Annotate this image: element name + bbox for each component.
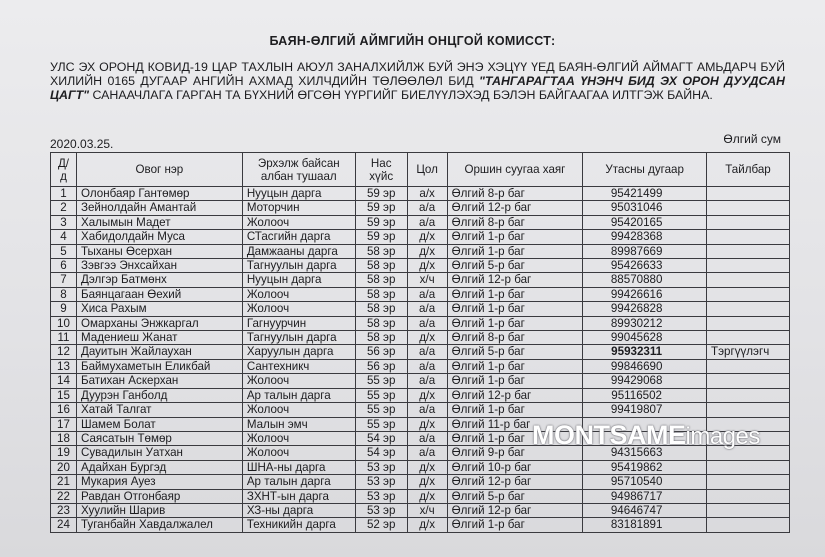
person-name: Омарханы Энжкаргал xyxy=(76,316,242,330)
job-position: Тагнуулын дарга xyxy=(242,259,355,273)
phone-number: 83181891 xyxy=(583,518,707,532)
row-number: 8 xyxy=(51,287,77,301)
table-row xyxy=(51,316,790,330)
row-number: 6 xyxy=(51,259,77,273)
rank: а/а xyxy=(407,287,447,301)
address: Өлгий 1-р баг xyxy=(447,230,583,244)
rank: а/а xyxy=(407,431,447,445)
note xyxy=(707,518,790,532)
rank: д/х xyxy=(407,244,447,258)
table-row xyxy=(51,518,790,532)
phone-number: 95710540 xyxy=(583,475,707,489)
person-name: Дауитын Жайлаухан xyxy=(76,345,242,359)
row-number: 11 xyxy=(51,331,77,345)
job-position: Тагнуулын дарга xyxy=(242,331,355,345)
intro-text-1: УЛС ЭХ ОРОНД КОВИД-19 ЦАР ТАХЛЫН АЮУЛ ЗАНАЛХИЙЛЖ БУЙ ЭНЭ ХЭЦҮҮ ҮЕД БАЯН-ӨЛГИЙ АЙМАГТ АМЬДАРЧ БУЙ ХИЛИЙН 0165 ДУГААР АНГИЙН АХМАД ХИЛЧДИЙН ТӨЛӨӨЛӨЛ БИД xyxy=(50,60,785,88)
rank: д/х xyxy=(407,518,447,532)
age-gender: 53 эр xyxy=(355,503,407,517)
rank: д/х xyxy=(407,331,447,345)
job-position: Моторчин xyxy=(242,201,355,215)
row-number: 10 xyxy=(51,316,77,330)
table-row xyxy=(51,230,790,244)
note xyxy=(707,187,790,201)
age-gender: 54 эр xyxy=(355,446,407,460)
person-name: Батихан Аскерхан xyxy=(76,374,242,388)
rank: д/х xyxy=(407,259,447,273)
person-name: Хиса Рахым xyxy=(76,302,242,316)
phone-number: 94646747 xyxy=(583,503,707,517)
column-header: Цол xyxy=(407,153,447,187)
column-header: Овог нэр xyxy=(76,153,242,187)
rank: д/х xyxy=(407,417,447,431)
note xyxy=(707,489,790,503)
table-row xyxy=(51,302,790,316)
person-name: Халымын Мадет xyxy=(76,215,242,229)
phone-number: 99419807 xyxy=(583,403,707,417)
row-number: 12 xyxy=(51,345,77,359)
row-number: 1 xyxy=(51,187,77,201)
person-name: Мадениеш Жанат xyxy=(76,331,242,345)
person-name: Дэлгэр Батмөнх xyxy=(76,273,242,287)
age-gender: 59 эр xyxy=(355,230,407,244)
table-row xyxy=(51,388,790,402)
row-number: 19 xyxy=(51,446,77,460)
table-row xyxy=(51,489,790,503)
row-number: 9 xyxy=(51,302,77,316)
row-number: 18 xyxy=(51,431,77,445)
job-position: ЗХНТ-ын дарга xyxy=(242,489,355,503)
address: Өлгий 1-р баг xyxy=(447,374,583,388)
note xyxy=(707,316,790,330)
age-gender: 58 эр xyxy=(355,316,407,330)
rank: х/ч xyxy=(407,503,447,517)
job-position: Гагнуурчин xyxy=(242,316,355,330)
note xyxy=(707,230,790,244)
note xyxy=(707,244,790,258)
job-position: Сантехникч xyxy=(242,359,355,373)
age-gender: 58 эр xyxy=(355,331,407,345)
job-position: Жолооч xyxy=(242,374,355,388)
age-gender: 58 эр xyxy=(355,287,407,301)
table-row xyxy=(51,201,790,215)
age-gender: 56 эр xyxy=(355,345,407,359)
job-position: Жолооч xyxy=(242,287,355,301)
rank: д/х xyxy=(407,230,447,244)
address: Өлгий 1-р баг xyxy=(447,403,583,417)
phone-number: 95116502 xyxy=(583,388,707,402)
address: Өлгий 1-р баг xyxy=(447,316,583,330)
job-position: Ар талын дарга xyxy=(242,475,355,489)
watermark-suffix: images xyxy=(685,423,760,450)
address: Өлгий 5-р баг xyxy=(447,489,583,503)
person-name: Тыханы Өсерхан xyxy=(76,244,242,258)
job-position: Жолооч xyxy=(242,302,355,316)
phone-number: 95932311 xyxy=(583,345,707,359)
table-row xyxy=(51,374,790,388)
document-date: 2020.03.25. xyxy=(50,137,114,151)
note xyxy=(707,215,790,229)
document-title: БАЯН-ӨЛГИЙ АЙМГИЙН ОНЦГОЙ КОМИССТ: xyxy=(269,34,556,48)
rank: а/а xyxy=(407,302,447,316)
table-row xyxy=(51,475,790,489)
age-gender: 56 эр xyxy=(355,359,407,373)
rank: а/а xyxy=(407,374,447,388)
note xyxy=(707,475,790,489)
table-header-row xyxy=(51,153,790,187)
age-gender: 53 эр xyxy=(355,475,407,489)
person-name: Хабидолдайн Муса xyxy=(76,230,242,244)
person-name: Дуурэн Ганболд xyxy=(76,388,242,402)
phone-number: 95419862 xyxy=(583,460,707,474)
rank: д/х xyxy=(407,388,447,402)
rank: д/х xyxy=(407,460,447,474)
table-row xyxy=(51,215,790,229)
table-row xyxy=(51,331,790,345)
note xyxy=(707,259,790,273)
intro-text-2: САНААЧЛАГА ГАРГАН ТА БҮХНИЙ ӨГСӨН ҮҮРГИЙГ БИЕЛҮҮЛЭХЭД БЭЛЭН БАЙГААГАА ИЛТГЭЖ БАЙНА. xyxy=(89,88,713,102)
row-number: 20 xyxy=(51,460,77,474)
phone-number: 95426633 xyxy=(583,259,707,273)
age-gender: 53 эр xyxy=(355,489,407,503)
table-row xyxy=(51,345,790,359)
person-name: Баймухаметын Еликбай xyxy=(76,359,242,373)
address: Өлгий 5-р баг xyxy=(447,345,583,359)
table-row xyxy=(51,187,790,201)
address: Өлгий 8-р баг xyxy=(447,187,583,201)
intro-emphasis: "ТАНГАРАГТАА ҮНЭНЧ БИД ЭХ ОРОН ДУУДСАН ЦАГТ" xyxy=(50,74,785,102)
row-number: 16 xyxy=(51,403,77,417)
address: Өлгий 8-р баг xyxy=(447,331,583,345)
age-gender: 59 эр xyxy=(355,215,407,229)
phone-number: 99045628 xyxy=(583,331,707,345)
address: Өлгий 1-р баг xyxy=(447,302,583,316)
phone-number: 89930212 xyxy=(583,316,707,330)
address: Өлгий 11-р баг xyxy=(447,417,583,431)
phone-number: 99846690 xyxy=(583,359,707,373)
address: Өлгий 12-р баг xyxy=(447,503,583,517)
job-position: Жолооч xyxy=(242,403,355,417)
job-position: Техникийн дарга xyxy=(242,518,355,532)
address: Өлгий 9-р баг xyxy=(447,446,583,460)
phone-number: 99426616 xyxy=(583,287,707,301)
person-name: Мукария Ауез xyxy=(76,475,242,489)
members-table xyxy=(50,152,790,533)
address: Өлгий 5-р баг xyxy=(447,259,583,273)
age-gender: 58 эр xyxy=(355,273,407,287)
phone-number: 95421499 xyxy=(583,187,707,201)
note xyxy=(707,460,790,474)
row-number: 13 xyxy=(51,359,77,373)
watermark-brand: MONTSAME xyxy=(532,420,686,450)
address: Өлгий 1-р баг xyxy=(447,287,583,301)
job-position: Харуулын дарга xyxy=(242,345,355,359)
table-row xyxy=(51,359,790,373)
job-position: Жолооч xyxy=(242,431,355,445)
note xyxy=(707,388,790,402)
row-number: 15 xyxy=(51,388,77,402)
phone-number: 99429068 xyxy=(583,374,707,388)
age-gender: 59 эр xyxy=(355,201,407,215)
phone-number: 94315663 xyxy=(583,446,707,460)
row-number: 22 xyxy=(51,489,77,503)
person-name: Зэвгээ Энхсайхан xyxy=(76,259,242,273)
row-number: 5 xyxy=(51,244,77,258)
phone-number: 94986717 xyxy=(583,489,707,503)
row-number: 14 xyxy=(51,374,77,388)
job-position: Ар талын дарга xyxy=(242,388,355,402)
address: Өлгий 10-р баг xyxy=(447,460,583,474)
column-header: Утасны дугаар xyxy=(583,153,707,187)
address: Өлгий 12-р баг xyxy=(447,388,583,402)
rank: а/а xyxy=(407,403,447,417)
job-position: Нууцын дарга xyxy=(242,187,355,201)
row-number: 3 xyxy=(51,215,77,229)
row-number: 23 xyxy=(51,503,77,517)
job-position: Малын эмч xyxy=(242,417,355,431)
person-name: Олонбаяр Гантөмөр xyxy=(76,187,242,201)
address: Өлгий 1-р баг xyxy=(447,431,583,445)
row-number: 7 xyxy=(51,273,77,287)
address: Өлгий 1-р баг xyxy=(447,244,583,258)
rank: а/а xyxy=(407,201,447,215)
table-row xyxy=(51,273,790,287)
age-gender: 55 эр xyxy=(355,403,407,417)
table-row xyxy=(51,403,790,417)
table-row xyxy=(51,287,790,301)
age-gender: 55 эр xyxy=(355,374,407,388)
note xyxy=(707,201,790,215)
column-header: Нас хүйс xyxy=(355,153,407,187)
row-number: 2 xyxy=(51,201,77,215)
job-position: ХЗ-ны дарга xyxy=(242,503,355,517)
address: Өлгий 1-р баг xyxy=(447,359,583,373)
person-name: Адайхан Бургэд xyxy=(76,460,242,474)
job-position: Нууцын дарга xyxy=(242,273,355,287)
age-gender: 55 эр xyxy=(355,417,407,431)
rank: а/а xyxy=(407,345,447,359)
job-position: Дамжааны дарга xyxy=(242,244,355,258)
document-place: Өлгий сум xyxy=(723,132,781,146)
note xyxy=(707,273,790,287)
table-row xyxy=(51,244,790,258)
phone-number: 99428368 xyxy=(583,230,707,244)
note xyxy=(707,503,790,517)
person-name: Зейнолдайн Амантай xyxy=(76,201,242,215)
table-row xyxy=(51,259,790,273)
rank: х/ч xyxy=(407,273,447,287)
rank: д/х xyxy=(407,489,447,503)
phone-number: 88570880 xyxy=(583,273,707,287)
rank: д/х xyxy=(407,475,447,489)
column-header: Оршин суугаа хаяг xyxy=(447,153,583,187)
job-position: Жолооч xyxy=(242,446,355,460)
rank: а/х xyxy=(407,187,447,201)
address: Өлгий 12-р баг xyxy=(447,273,583,287)
age-gender: 52 эр xyxy=(355,518,407,532)
person-name: Саясатын Төмөр xyxy=(76,431,242,445)
rank: а/а xyxy=(407,316,447,330)
phone-number: 99426828 xyxy=(583,302,707,316)
column-header: Д/д xyxy=(51,153,77,187)
note: Тэргүүлэгч xyxy=(707,345,790,359)
address: Өлгий 8-р баг xyxy=(447,215,583,229)
row-number: 24 xyxy=(51,518,77,532)
note xyxy=(707,403,790,417)
intro-paragraph xyxy=(50,60,785,102)
phone-number: 95420165 xyxy=(583,215,707,229)
row-number: 4 xyxy=(51,230,77,244)
table-body xyxy=(51,187,790,533)
age-gender: 58 эр xyxy=(355,259,407,273)
age-gender: 55 эр xyxy=(355,388,407,402)
table-row xyxy=(51,503,790,517)
rank: а/а xyxy=(407,215,447,229)
job-position: Жолооч xyxy=(242,215,355,229)
column-header: Эрхэлж байсан албан тушаал xyxy=(242,153,355,187)
person-name: Хатай Талгат xyxy=(76,403,242,417)
note xyxy=(707,302,790,316)
person-name: Сувадилын Уатхан xyxy=(76,446,242,460)
montsame-watermark xyxy=(532,420,760,451)
row-number: 17 xyxy=(51,417,77,431)
note xyxy=(707,287,790,301)
note xyxy=(707,331,790,345)
age-gender: 58 эр xyxy=(355,244,407,258)
rank: а/а xyxy=(407,359,447,373)
phone-number: 95031046 xyxy=(583,201,707,215)
age-gender: 58 эр xyxy=(355,302,407,316)
rank: а/а xyxy=(407,446,447,460)
age-gender: 59 эр xyxy=(355,187,407,201)
job-position: ШНА-ны дарга xyxy=(242,460,355,474)
note xyxy=(707,374,790,388)
address: Өлгий 12-р баг xyxy=(447,475,583,489)
job-position: СТасгийн дарга xyxy=(242,230,355,244)
address: Өлгий 12-р баг xyxy=(447,201,583,215)
table-row xyxy=(51,460,790,474)
address: Өлгий 1-р баг xyxy=(447,518,583,532)
person-name: Хуулийн Шарив xyxy=(76,503,242,517)
person-name: Туганбайн Хавдалжалел xyxy=(76,518,242,532)
phone-number: 89987669 xyxy=(583,244,707,258)
row-number: 21 xyxy=(51,475,77,489)
column-header: Тайлбар xyxy=(707,153,790,187)
age-gender: 53 эр xyxy=(355,460,407,474)
note xyxy=(707,359,790,373)
age-gender: 54 эр xyxy=(355,431,407,445)
person-name: Равдан Отгонбаяр xyxy=(76,489,242,503)
person-name: Шамем Болат xyxy=(76,417,242,431)
person-name: Баянцагаан Өехий xyxy=(76,287,242,301)
